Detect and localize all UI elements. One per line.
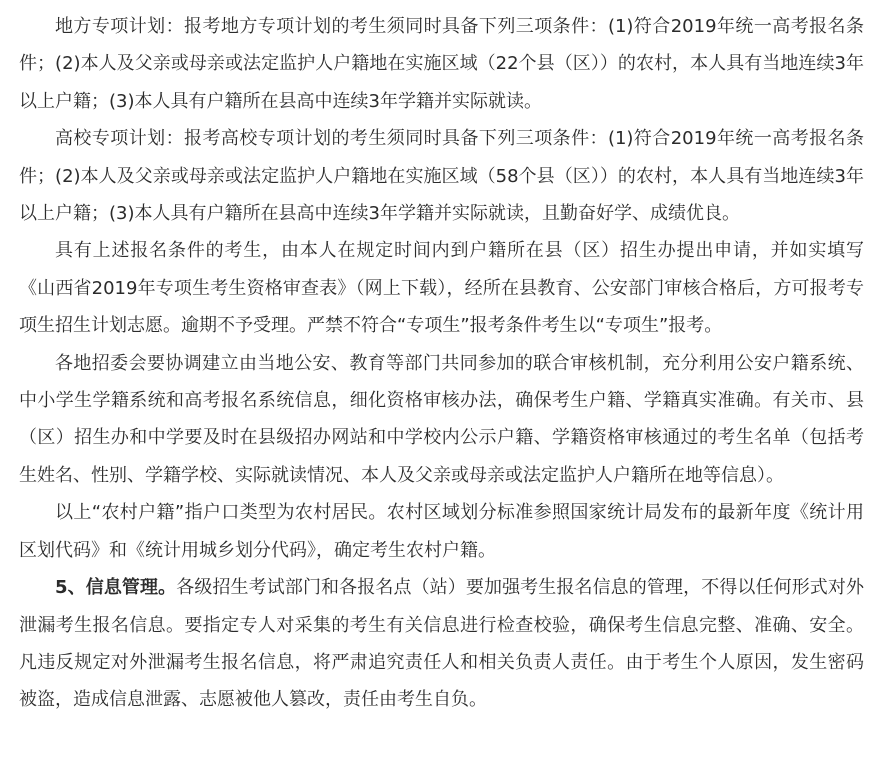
- paragraph-information-management: [19, 569, 864, 719]
- paragraph-text: 地方专项计划：报考地方专项计划的考生须同时具备下列三项条件：(1)符合2019年统一高考报名条件；(2)本人及父亲或母亲或法定监护人户籍地在实施区域（22个县（区））的农村，本人具有当地连续3年以上户籍；(3)本人具有户籍所在县高中连续3年学籍并实际就读。: [19, 16, 864, 112]
- paragraph-rural-household-definition: [19, 494, 864, 569]
- paragraph-text: 高校专项计划：报考高校专项计划的考生须同时具备下列三项条件：(1)符合2019年统一高考报名条件；(2)本人及父亲或母亲或法定监护人户籍地在实施区域（58个县（区））的农村，本人具有当地连续3年以上户籍；(3)本人具有户籍所在县高中连续3年学籍并实际就读，且勤奋好学、成绩优良。: [19, 128, 864, 225]
- paragraph-university-special-plan: [19, 120, 864, 232]
- paragraph-text: 各地招委会要协调建立由当地公安、教育等部门共同参加的联合审核机制，充分利用公安户籍系统、中小学生学籍系统和高考报名系统信息，细化资格审核办法，确保考生户籍、学籍真实准确。有关市、县（区）招生办和中学要及时在县级招办网站和中学校内公示户籍、学籍资格审核通过的考生名单（包括考生姓名、性别、学籍学校、实际就读情况、本人及父亲或母亲或法定监护人户籍所在地等信息）。: [19, 352, 864, 486]
- section-heading: 5、信息管理。: [55, 577, 177, 599]
- paragraph-text: 以上“农村户籍”指户口类型为农村居民。农村区域划分标准参照国家统计局发布的最新年度《统计用区划代码》和《统计用城乡划分代码》，确定考生农村户籍。: [19, 502, 864, 561]
- article-body: [19, 8, 864, 719]
- paragraph-application-procedure: [19, 232, 864, 344]
- paragraph-local-special-plan: [19, 8, 864, 120]
- paragraph-joint-review-mechanism: [19, 345, 864, 495]
- paragraph-text: 具有上述报名条件的考生，由本人在规定时间内到户籍所在县（区）招生办提出申请，并如实填写《山西省2019年专项生考生资格审查表》（网上下载），经所在县教育、公安部门审核合格后，方可报考专项生招生计划志愿。逾期不予受理。严禁不符合“专项生”报考条件考生以“专项生”报考。: [19, 240, 864, 337]
- paragraph-text: 各级招生考试部门和各报名点（站）要加强考生报名信息的管理，不得以任何形式对外泄漏考生报名信息。要指定专人对采集的考生有关信息进行检查校验，确保考生信息完整、准确、安全。凡违反规定对外泄漏考生报名信息，将严肃追究责任人和相关负责人责任。由于考生个人原因，发生密码被盗，造成信息泄露、志愿被他人篡改，责任由考生自负。: [19, 577, 865, 711]
